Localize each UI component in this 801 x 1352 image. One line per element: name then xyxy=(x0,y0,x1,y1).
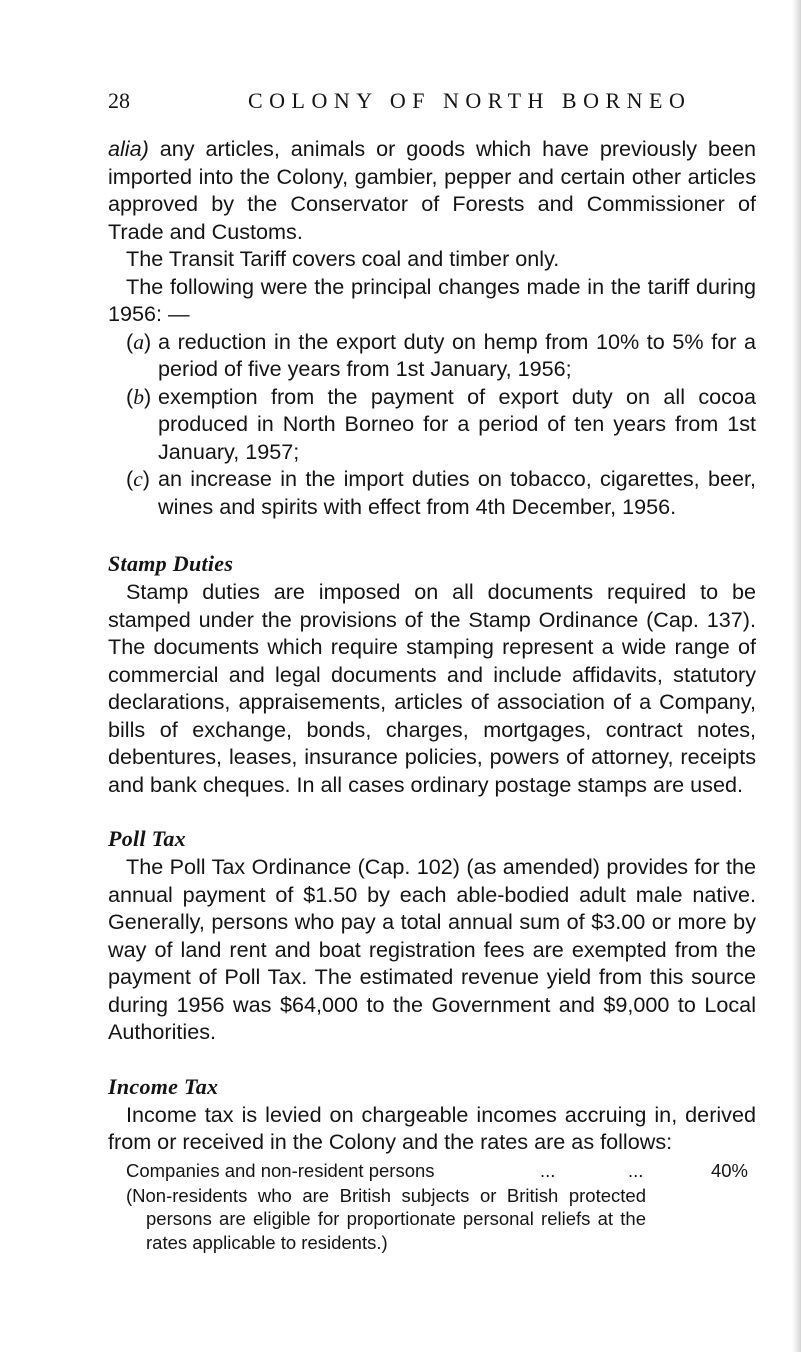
page-edge-shadow xyxy=(792,0,801,1352)
list-marker: (b) xyxy=(126,383,152,409)
alia-word: alia) xyxy=(108,136,149,161)
rate-row xyxy=(108,1157,756,1184)
running-title: COLONY OF NORTH BORNEO xyxy=(248,88,692,113)
income-tax-heading: Income Tax xyxy=(108,1073,219,1099)
list-marker: (a) xyxy=(126,328,152,354)
stamp-duties-paragraph: Stamp duties are imposed on all documents required to be stamped under the provisions of the Stamp Ordinance (Cap. 137). The documents which require stamping represent a wide range of commercial and legal documents and include affidavits, statutory declarations, appraisements, articles of association of a Company, bills of exchange, bonds, charges, mortgages, contract notes, debentures, leases, insurance policies, powers of attorney, receipts and bank cheques. In all cases ordinary postage stamps are used. xyxy=(108,579,756,797)
rate-label: Companies and non-resident persons xyxy=(126,1159,435,1181)
page-number: 28 xyxy=(108,88,130,113)
running-header xyxy=(108,84,748,118)
transit-paragraph: The Transit Tariff covers coal and timber only. xyxy=(126,246,560,271)
list-item-text: a reduction in the export duty on hemp from 10% to 5% for a period of five years from 1st January, 1956; xyxy=(158,328,756,381)
rate-value: 40% xyxy=(710,1159,748,1181)
tariff-changes-list xyxy=(108,328,756,521)
list-item xyxy=(108,383,756,466)
page-body xyxy=(108,135,756,1254)
income-tax-paragraph: Income tax is levied on chargeable incomes accruing in, derived from or received in the Colony and the rates are as follows: xyxy=(108,1101,756,1154)
income-tax-rates xyxy=(108,1157,756,1255)
list-item-text: exemption from the payment of export duty on all cocoa produced in North Borneo for a period of ten years from 1st January, 1957; xyxy=(158,383,756,464)
rate-leader-dots: ... xyxy=(628,1159,644,1181)
opening-text: any articles, animals or goods which have previously been imported into the Colony, gambier, pepper and certain other articles approved by the Conservator of Forests and Commissioner of Trade and Customs. xyxy=(108,136,756,244)
changes-intro-paragraph: The following were the principal changes made in the tariff during 1956: — xyxy=(108,273,756,326)
poll-tax-heading: Poll Tax xyxy=(108,826,186,851)
stamp-duties-heading: Stamp Duties xyxy=(108,551,234,576)
list-item xyxy=(108,328,756,383)
poll-tax-paragraph: The Poll Tax Ordinance (Cap. 102) (as amended) provides for the annual payment of $1.50 by each able-bodied adult male native. Generally, persons who pay a total annual sum of $3.00 or more by way of land rent and boat registration fees are exempted from the payment of Poll Tax. The estimated revenue yield from this source during 1956 was $64,000 to the Government and $9,000 to Local Authorities. xyxy=(108,854,756,1044)
list-marker: (c) xyxy=(126,466,150,491)
opening-paragraph xyxy=(108,135,756,245)
list-item xyxy=(108,465,756,520)
list-item-text: an increase in the import duties on tobacco, cigarettes, beer, wines and spirits with effect from 4th December, 1956. xyxy=(158,466,756,519)
rate-note: (Non-residents who are British subjects or British protected persons are eligible for proportionate personal reliefs at the rates applicable to residents.) xyxy=(126,1184,646,1253)
rate-leader-dots: ... xyxy=(540,1159,556,1181)
